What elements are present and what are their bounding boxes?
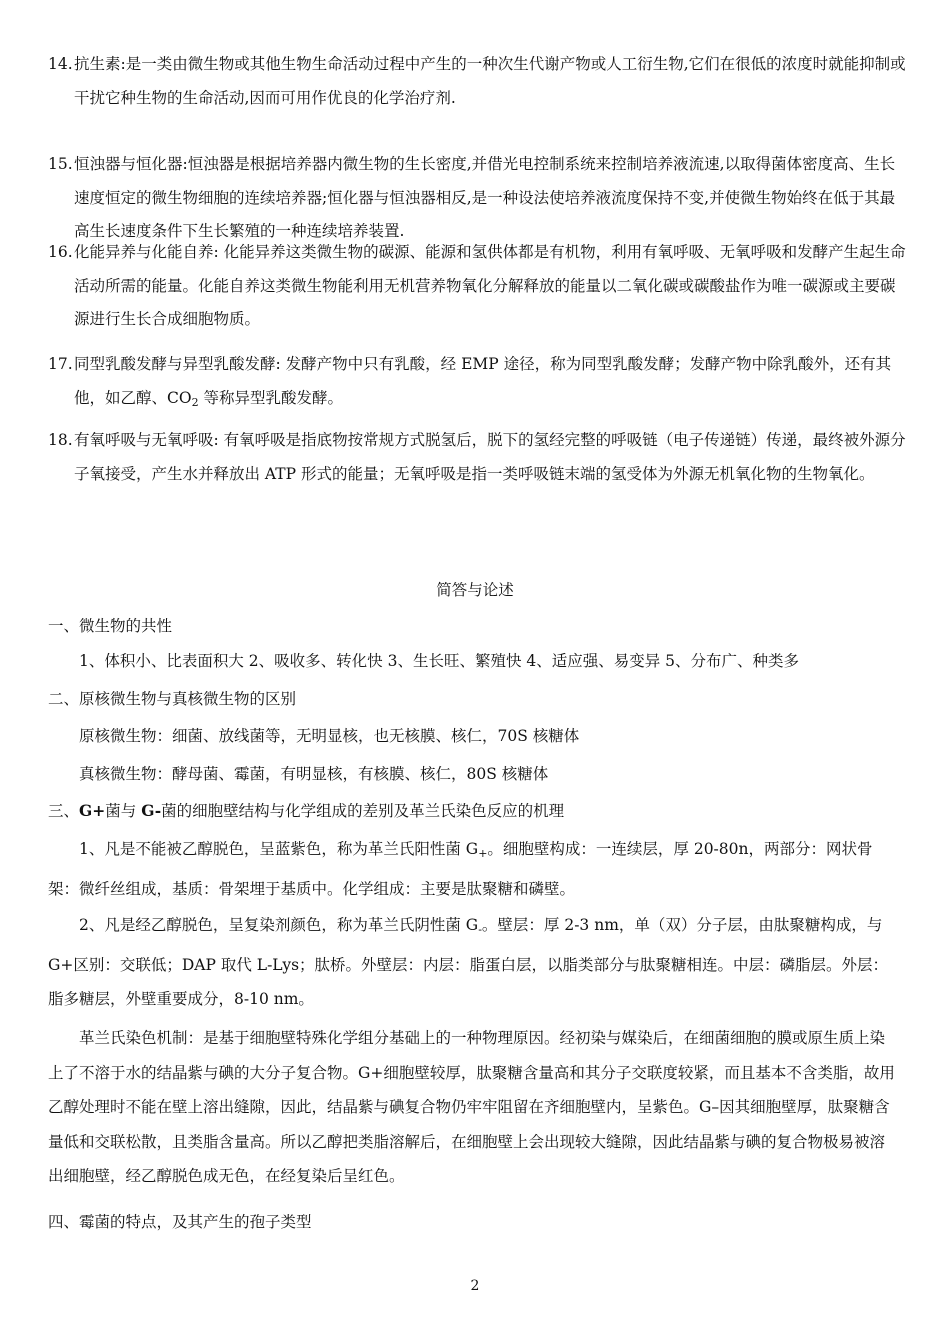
heading-part: 三、 (48, 802, 80, 820)
definition-text: 恒浊器是根据培养器内微生物的生长密度,并借光电控制系统来控制培养液流速,以取得菌体密度高、生长速度恒定的微生物细胞的连续培养器;恒化器与恒浊器相反,是一种设法使培养液流度保持不变,并使微生物始终在低于其最高生长速度条件下生长繁殖的一种连续培养装置. (74, 155, 896, 240)
section-title: 简答与论述 (436, 581, 514, 599)
term-label: 同型乳酸发酵与异型乳酸发酵: (74, 355, 281, 373)
question-heading: 四、霉菌的特点，及其产生的孢子类型 (48, 1213, 312, 1231)
answer-text: 真核微生物：酵母菌、霉菌，有明显核，有核膜、核仁，80S 核糖体 (79, 765, 549, 783)
term-label: 恒浊器与恒化器: (74, 155, 188, 173)
paragraph: 革兰氏染色机制：是基于细胞壁特殊化学组分基础上的一种物理原因。经初染与媒染后，在细菌细胞的膜或原生质上染上了不溶于水的结晶紫与碘的大分子复合物。G+细胞壁较厚，肽聚糖含量高和其分子交联度较紧，而且基本不含类脂，故用乙醇处理时不能在壁上溶出缝隙，因此，结晶紫与碘复合物仍牢牢阻留在齐细胞壁内，呈紫色。G–因其细胞壁厚，肽聚糖含量低和交联松散，且类脂含量高。所以乙醇把类脂溶解后，在细胞壁上会出现较大缝隙，因此结晶紫与碘的复合物极易被溶出细胞壁，经乙醇脱色成无色，在经复染后呈红色。 (48, 1029, 895, 1185)
heading-gplus: G+ (79, 801, 106, 820)
heading-part: 菌的细胞壁结构与化学组成的差别及革兰氏染色反应的机理 (161, 802, 565, 820)
subscript: + (478, 847, 488, 860)
definition-item (48, 48, 908, 115)
question-heading (48, 797, 564, 825)
item-number: 18. (48, 431, 73, 449)
paragraph (48, 832, 900, 906)
definition-text: 是一类由微生物或其他生物生命活动过程中产生的一种次生代谢产物或人工衍生物,它们在很低的浓度时就能抑制或干扰它种生物的生命活动,因而可用作优良的化学治疗剂. (74, 55, 906, 107)
answer-text: 1、体积小、比表面积大 2、吸收多、转化快 3、生长旺、繁殖快 4、适应强、易变异 5、分布广、种类多 (79, 652, 800, 670)
item-number: 14. (48, 55, 73, 73)
definition-item (48, 148, 908, 249)
definition-text: 发酵产物中只有乳酸，经 EMP 途径，称为同型乳酸发酵；发酵产物中除乳酸外，还有其他，如乙醇、CO (74, 355, 892, 407)
subscript: - (478, 923, 482, 936)
term-label: 化能异养与化能自养: (74, 243, 219, 261)
answer-text: 原核微生物：细菌、放线菌等，无明显核，也无核膜、核仁，70S 核糖体 (79, 727, 580, 745)
subscript: 2 (191, 395, 199, 409)
item-number: 17. (48, 355, 73, 373)
definition-text: 有氧呼吸是指底物按常规方式脱氢后，脱下的氢经完整的呼吸链（电子传递链）传递，最终被外源分子氧接受，产生水并释放出 ATP 形式的能量；无氧呼吸是指一类呼吸链末端的氢受体为外源无机氧化物的生物氧化。 (74, 431, 906, 483)
definition-item (48, 236, 908, 337)
paragraph-text: 1、凡是不能被乙醇脱色，呈蓝紫色，称为革兰氏阳性菌 G (79, 840, 479, 858)
paragraph-text: 。壁层：厚 2-3 nm，单（双）分子层，由肽聚糖构成，与 G+区别：交联低；DAP 取代 L-Lys；肽桥。外壁层：内层：脂蛋白层，以脂类部分与肽聚糖相连。中层：磷脂层。外层：脂多糖层，外壁重要成分，8-10 nm。 (48, 916, 889, 1008)
item-number: 16. (48, 243, 73, 261)
paragraph-text: 2、凡是经乙醇脱色，呈复染剂颜色，称为革兰氏阴性菌 G (79, 916, 479, 934)
paragraph (48, 908, 900, 1017)
heading-part: 菌与 (105, 802, 142, 820)
question-heading: 二、原核微生物与真核微生物的区别 (48, 690, 297, 708)
paragraph-text: 。细胞壁构成：一连续层，厚 20-80n，两部分：网状骨架：微纤丝组成，基质：骨架埋于基质中。化学组成：主要是肽聚糖和磷壁。 (48, 840, 873, 898)
term-label: 有氧呼吸与无氧呼吸: (74, 431, 219, 449)
question-heading: 一、微生物的共性 (48, 617, 173, 635)
definition-text-cont: 等称异型乳酸发酵。 (198, 388, 344, 407)
page-number: 2 (470, 1278, 480, 1294)
heading-gminus: G- (141, 801, 162, 820)
definition-item (48, 424, 908, 491)
definition-text: 化能异养这类微生物的碳源、能源和氢供体都是有机物，利用有氧呼吸、无氧呼吸和发酵产生起生命活动所需的能量。化能自养这类微生物能利用无机营养物氧化分解释放的能量以二氧化碳或碳酸盐作为唯一碳源或主要碳源进行生长合成细胞物质。 (74, 243, 906, 328)
term-label: 抗生素: (74, 55, 126, 73)
item-number: 15. (48, 155, 73, 173)
definition-item (48, 348, 908, 419)
